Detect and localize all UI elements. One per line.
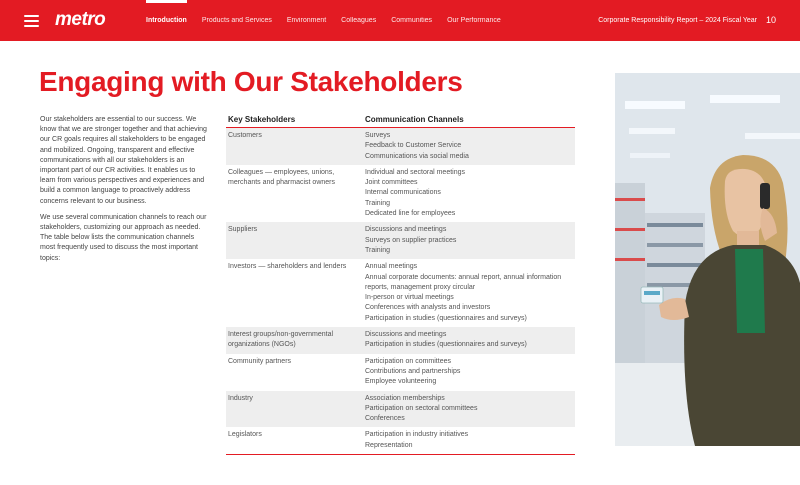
channel-item: Discussions and meetings — [365, 226, 447, 234]
channel-item: Conferences — [365, 415, 405, 423]
channel-item: Dedicated line for employees — [365, 210, 456, 218]
stakeholder-cell: Customers — [226, 128, 363, 165]
stakeholder-cell: Suppliers — [226, 222, 363, 259]
channels-cell — [363, 391, 575, 428]
channels-cell — [363, 427, 575, 454]
channels-cell — [363, 327, 575, 354]
top-navigation-bar — [0, 0, 800, 41]
nav-item-environment[interactable]: Environment — [286, 17, 327, 24]
woman-on-phone-photo — [615, 73, 800, 446]
channel-item: Communications via social media — [365, 152, 469, 160]
channel-item: Joint committees — [365, 179, 418, 187]
main-nav — [146, 0, 501, 41]
channel-item: Participation in studies (questionnaires and surveys) — [365, 314, 527, 322]
table-header-row — [226, 113, 575, 128]
nav-item-introduction[interactable]: Introduction — [146, 0, 187, 41]
stakeholder-cell: Colleagues — employees, unions, merchants and pharmacist owners — [228, 168, 335, 187]
channel-item: Individual and sectoral meetings — [365, 168, 466, 176]
metro-logo[interactable]: metro — [55, 9, 106, 30]
channel-item: Training — [365, 246, 391, 254]
nav-item-colleagues[interactable]: Colleagues — [341, 17, 377, 24]
channels-cell — [363, 354, 575, 391]
intro-paragraph: We use several communication channels to reach our stakeholders, customizing our approach as needed. The table below lists the communication channels most frequently used to discuss the most important topics: — [40, 213, 207, 262]
intro-paragraph: Our stakeholders are essential to our success. We know that we are stronger together and that achieving our CR goals requires all stakeholders to be engaged and mobilized. Ongoing, transparent and effective communications with all our stakeholders is an important part of our CR activities. It enables us to learn from various perspectives and experiences and build a common language to proactively address concerns relevant to our business. — [40, 116, 207, 205]
stakeholder-cell: Community partners — [228, 357, 292, 365]
column-header-key-stakeholders: Key Stakeholders — [226, 113, 363, 128]
channels-cell — [363, 259, 575, 327]
stakeholder-cell: Industry — [226, 391, 363, 428]
table-row — [226, 165, 575, 222]
nav-item-products-and-services[interactable]: Products and Services — [201, 17, 272, 24]
channel-item: Representation — [365, 441, 413, 449]
nav-item-communities[interactable]: Communities — [391, 17, 433, 24]
menu-icon[interactable] — [24, 15, 39, 27]
channels-cell — [363, 165, 575, 222]
table-row — [226, 327, 575, 354]
channel-item: Participation in studies (questionnaires and surveys) — [365, 341, 527, 349]
channel-item: Surveys on supplier practices — [365, 236, 457, 244]
channel-item: Annual meetings — [365, 263, 418, 271]
nav-item-our-performance[interactable]: Our Performance — [447, 17, 501, 24]
channels-cell — [363, 128, 575, 165]
channel-item: Participation in industry initiatives — [365, 431, 469, 439]
table-row — [226, 222, 575, 259]
channel-item: Internal communications — [365, 189, 441, 197]
table-row — [226, 391, 575, 428]
report-title: Corporate Responsibility Report – 2024 Fiscal Year — [598, 17, 757, 24]
channel-item: Training — [365, 199, 391, 207]
channel-item: Association memberships — [365, 394, 445, 402]
stakeholder-cell: Legislators — [226, 427, 363, 454]
channel-item: Conferences with analysts and investors — [365, 304, 491, 312]
channel-item: In-person or virtual meetings — [365, 294, 454, 302]
page-number: 10 — [765, 15, 776, 25]
page-title: Engaging with Our Stakeholders — [39, 66, 463, 97]
channel-item: Discussions and meetings — [365, 331, 447, 339]
stakeholder-cell: Investors — shareholders and lenders — [228, 263, 347, 271]
stakeholders-table — [226, 113, 575, 455]
table-row — [226, 354, 575, 391]
table-row — [226, 427, 575, 454]
channel-item: Employee volunteering — [365, 378, 437, 386]
channel-item: Feedback to Customer Service — [365, 142, 462, 150]
channels-cell — [363, 222, 575, 259]
stakeholder-cell: Interest groups/non-governmental organizations (NGOs) — [226, 327, 363, 354]
table-row — [226, 259, 575, 327]
channel-item: Annual corporate documents: annual report, annual information reports, management proxy circular — [365, 273, 562, 291]
intro-text — [40, 115, 208, 270]
table-body — [226, 128, 575, 455]
table-row — [226, 128, 575, 165]
channel-item: Participation on committees — [365, 357, 451, 365]
column-header-communication-channels: Communication Channels — [363, 113, 575, 128]
channel-item: Surveys — [365, 132, 391, 139]
channel-item: Participation on sectoral committees — [365, 404, 478, 412]
channel-item: Contributions and partnerships — [365, 367, 461, 375]
